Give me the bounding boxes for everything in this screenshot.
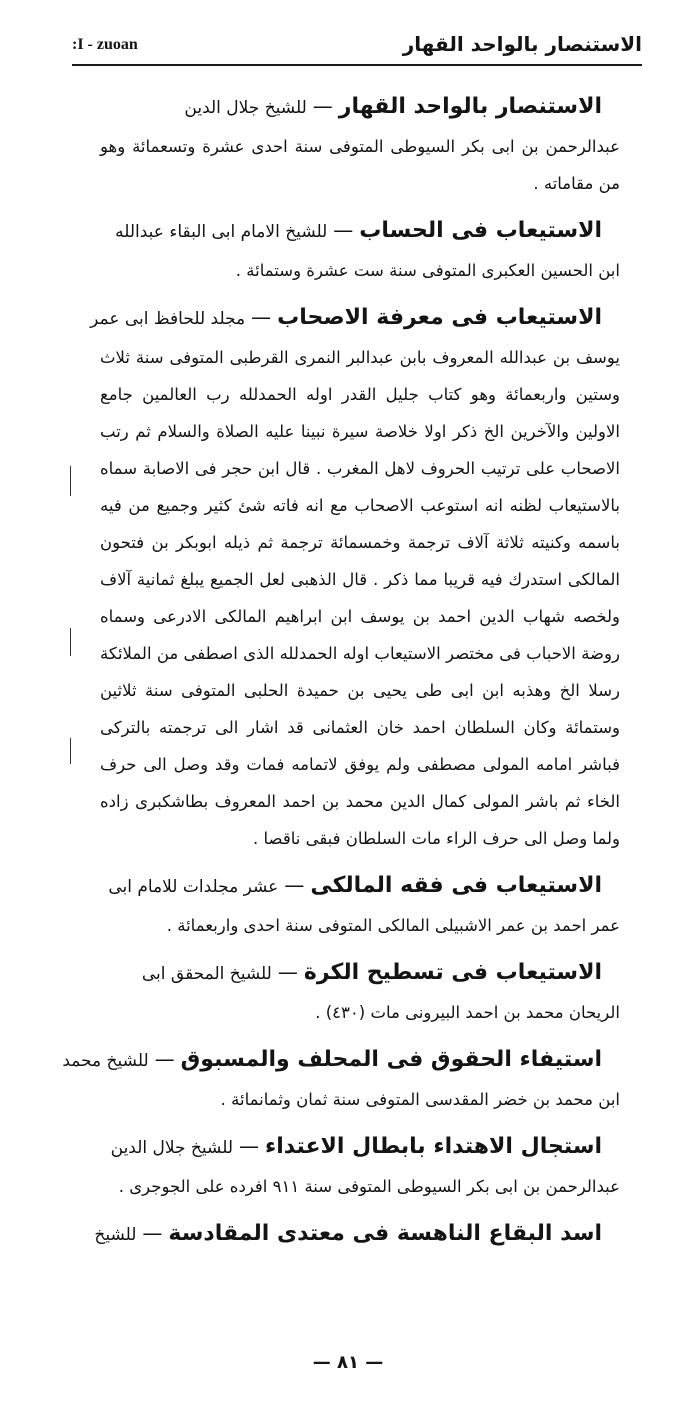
document-body — [62, 84, 620, 1261]
entry-attribution: للشيخ جلال الدين — [184, 98, 307, 118]
entry-attribution: مجلد للحافظ ابى عمر — [90, 309, 246, 329]
entry — [100, 84, 620, 202]
entry-title: الاستيعاب فى معرفة الاصحاب — [277, 305, 602, 330]
entry-title: الاستيعاب فى فقه المالكى — [310, 873, 602, 898]
entry-heading: الاستيعاب فى الحساب—للشيخ الامام ابى البقاء عبدالله — [115, 218, 602, 243]
entry-body: عبدالرحمن بن ابى بكر السيوطى المتوفى سنة ٩١١ افرده على الجوجرى . — [118, 1177, 620, 1196]
entry-title: استيفاء الحقوق فى المحلف والمسبوق — [180, 1047, 602, 1072]
entry-heading: الاستيعاب فى معرفة الاصحاب—مجلد للحافظ ابى عمر — [90, 305, 602, 330]
entry-heading: الاستيعاب فى تسطيح الكرة—للشيخ المحقق ابى — [141, 960, 602, 985]
running-title: الاستنصار بالواحد القهار — [402, 32, 642, 56]
entry — [62, 1037, 620, 1118]
entry-title: الاستنصار بالواحد القهار — [338, 94, 602, 119]
running-header — [72, 26, 642, 66]
entry — [94, 1211, 620, 1255]
entry-body: يوسف بن عبدالله المعروف بابن عبدالبر النمرى القرطبى المتوفى سنة ثلاث وستين واربعمائة وهو كتاب جليل القدر اوله الحمدلله رب العالمين جامع الاولين والآخرين الخ ذكر اولا خلاصة سيرة نبينا عليه الصلاة والسلام ثم رتب الاصحاب على ترتيب الحروف لاهل المغرب . قال ابن حجر فى الاصابة سماه بالاستيعاب لظنه انه استوعب الاصحاب مع انه فاته شئ كثير وجميع من فيه باسمه وكنيته ثلاثة آلاف ترجمة وخمسمائة ترجمة ثم ذيله ابوبكر بن فتحون المالكى استدرك فيه قريبا مما ذكر . قال الذهبى لعل الجميع يبلغ ثمانية آلاف ولخصه شهاب الدين احمد بن يوسف ابن ابراهيم المالكى الادرعى وسماه روضة الاحباب فى مختصر الاستيعاب اوله الحمدلله الذى اصطفى من الملائكة رسلا الخ وهذبه ابن ابى طى يحيى بن حميدة الحلبى المتوفى سنة ثلاثين وستمائة وكان السلطان احمد خان العثمانى قد اشار الى ترجمته بالتركى فباشر امامه المولى مصطفى ولم يوفق لاتمامه فمات وقد وصل الى حرف الخاء ثم باشر المولى كمال الدين محمد بن احمد المعروف بطاشكبرى زاده ولما وصل الى حرف الراء مات السلطان فبقى ناقصا . — [100, 348, 620, 848]
margin-mark — [70, 738, 71, 764]
entry-title: الاستيعاب فى تسطيح الكرة — [303, 960, 602, 985]
entry-title: استجال الاهتداء بابطال الاعتداء — [265, 1134, 602, 1159]
entry-attribution: للشيخ جلال الدين — [110, 1138, 234, 1158]
header-code: :I - zuoan — [72, 36, 138, 53]
entry-body: ابن محمد بن خضر المقدسى المتوفى سنة ثمان وثمانمائة . — [220, 1090, 620, 1109]
entry-attribution: للشيخ المحقق ابى — [141, 964, 272, 984]
entry-attribution: للشيخ محمد — [62, 1051, 149, 1071]
entry-attribution: عشر مجلدات للامام ابى — [108, 877, 279, 897]
entry-title: الاستيعاب فى الحساب — [359, 218, 602, 243]
page-number: — ٨١ — — [312, 1352, 384, 1373]
entry — [100, 863, 620, 944]
entry-heading: استجال الاهتداء بابطال الاعتداء—للشيخ جلال الدين — [110, 1134, 602, 1159]
margin-mark — [70, 466, 71, 496]
entry-attribution: للشيخ الامام ابى البقاء عبدالله — [115, 222, 328, 242]
header-rule — [72, 64, 642, 66]
entry-heading: الاستنصار بالواحد القهار—للشيخ جلال الدين — [184, 94, 602, 119]
entry — [90, 295, 620, 857]
entry-heading: الاستيعاب فى فقه المالكى—عشر مجلدات للامام ابى — [108, 873, 602, 898]
entry-body: الريحان محمد بن احمد البيرونى مات (٤٣٠) . — [315, 1003, 620, 1022]
entry-attribution: للشيخ — [94, 1225, 137, 1245]
entry-body: ابن الحسين العكبرى المتوفى سنة ست عشرة وستمائة . — [235, 261, 620, 280]
entry — [100, 1124, 620, 1205]
entry-body: عبدالرحمن بن ابى بكر السيوطى المتوفى سنة احدى عشرة وتسعمائة وهو من مقاماته . — [100, 137, 620, 193]
entry-heading: اسد البقاع الناهسة فى معتدى المقادسة—للشيخ — [94, 1221, 602, 1246]
entry — [100, 208, 620, 289]
entry-title: اسد البقاع الناهسة فى معتدى المقادسة — [168, 1221, 602, 1246]
entry-heading: استيفاء الحقوق فى المحلف والمسبوق—للشيخ محمد — [62, 1047, 602, 1072]
entry — [100, 950, 620, 1031]
entry-body: عمر احمد بن عمر الاشبيلى المالكى المتوفى سنة احدى واربعمائة . — [166, 916, 620, 935]
margin-mark — [70, 628, 71, 656]
